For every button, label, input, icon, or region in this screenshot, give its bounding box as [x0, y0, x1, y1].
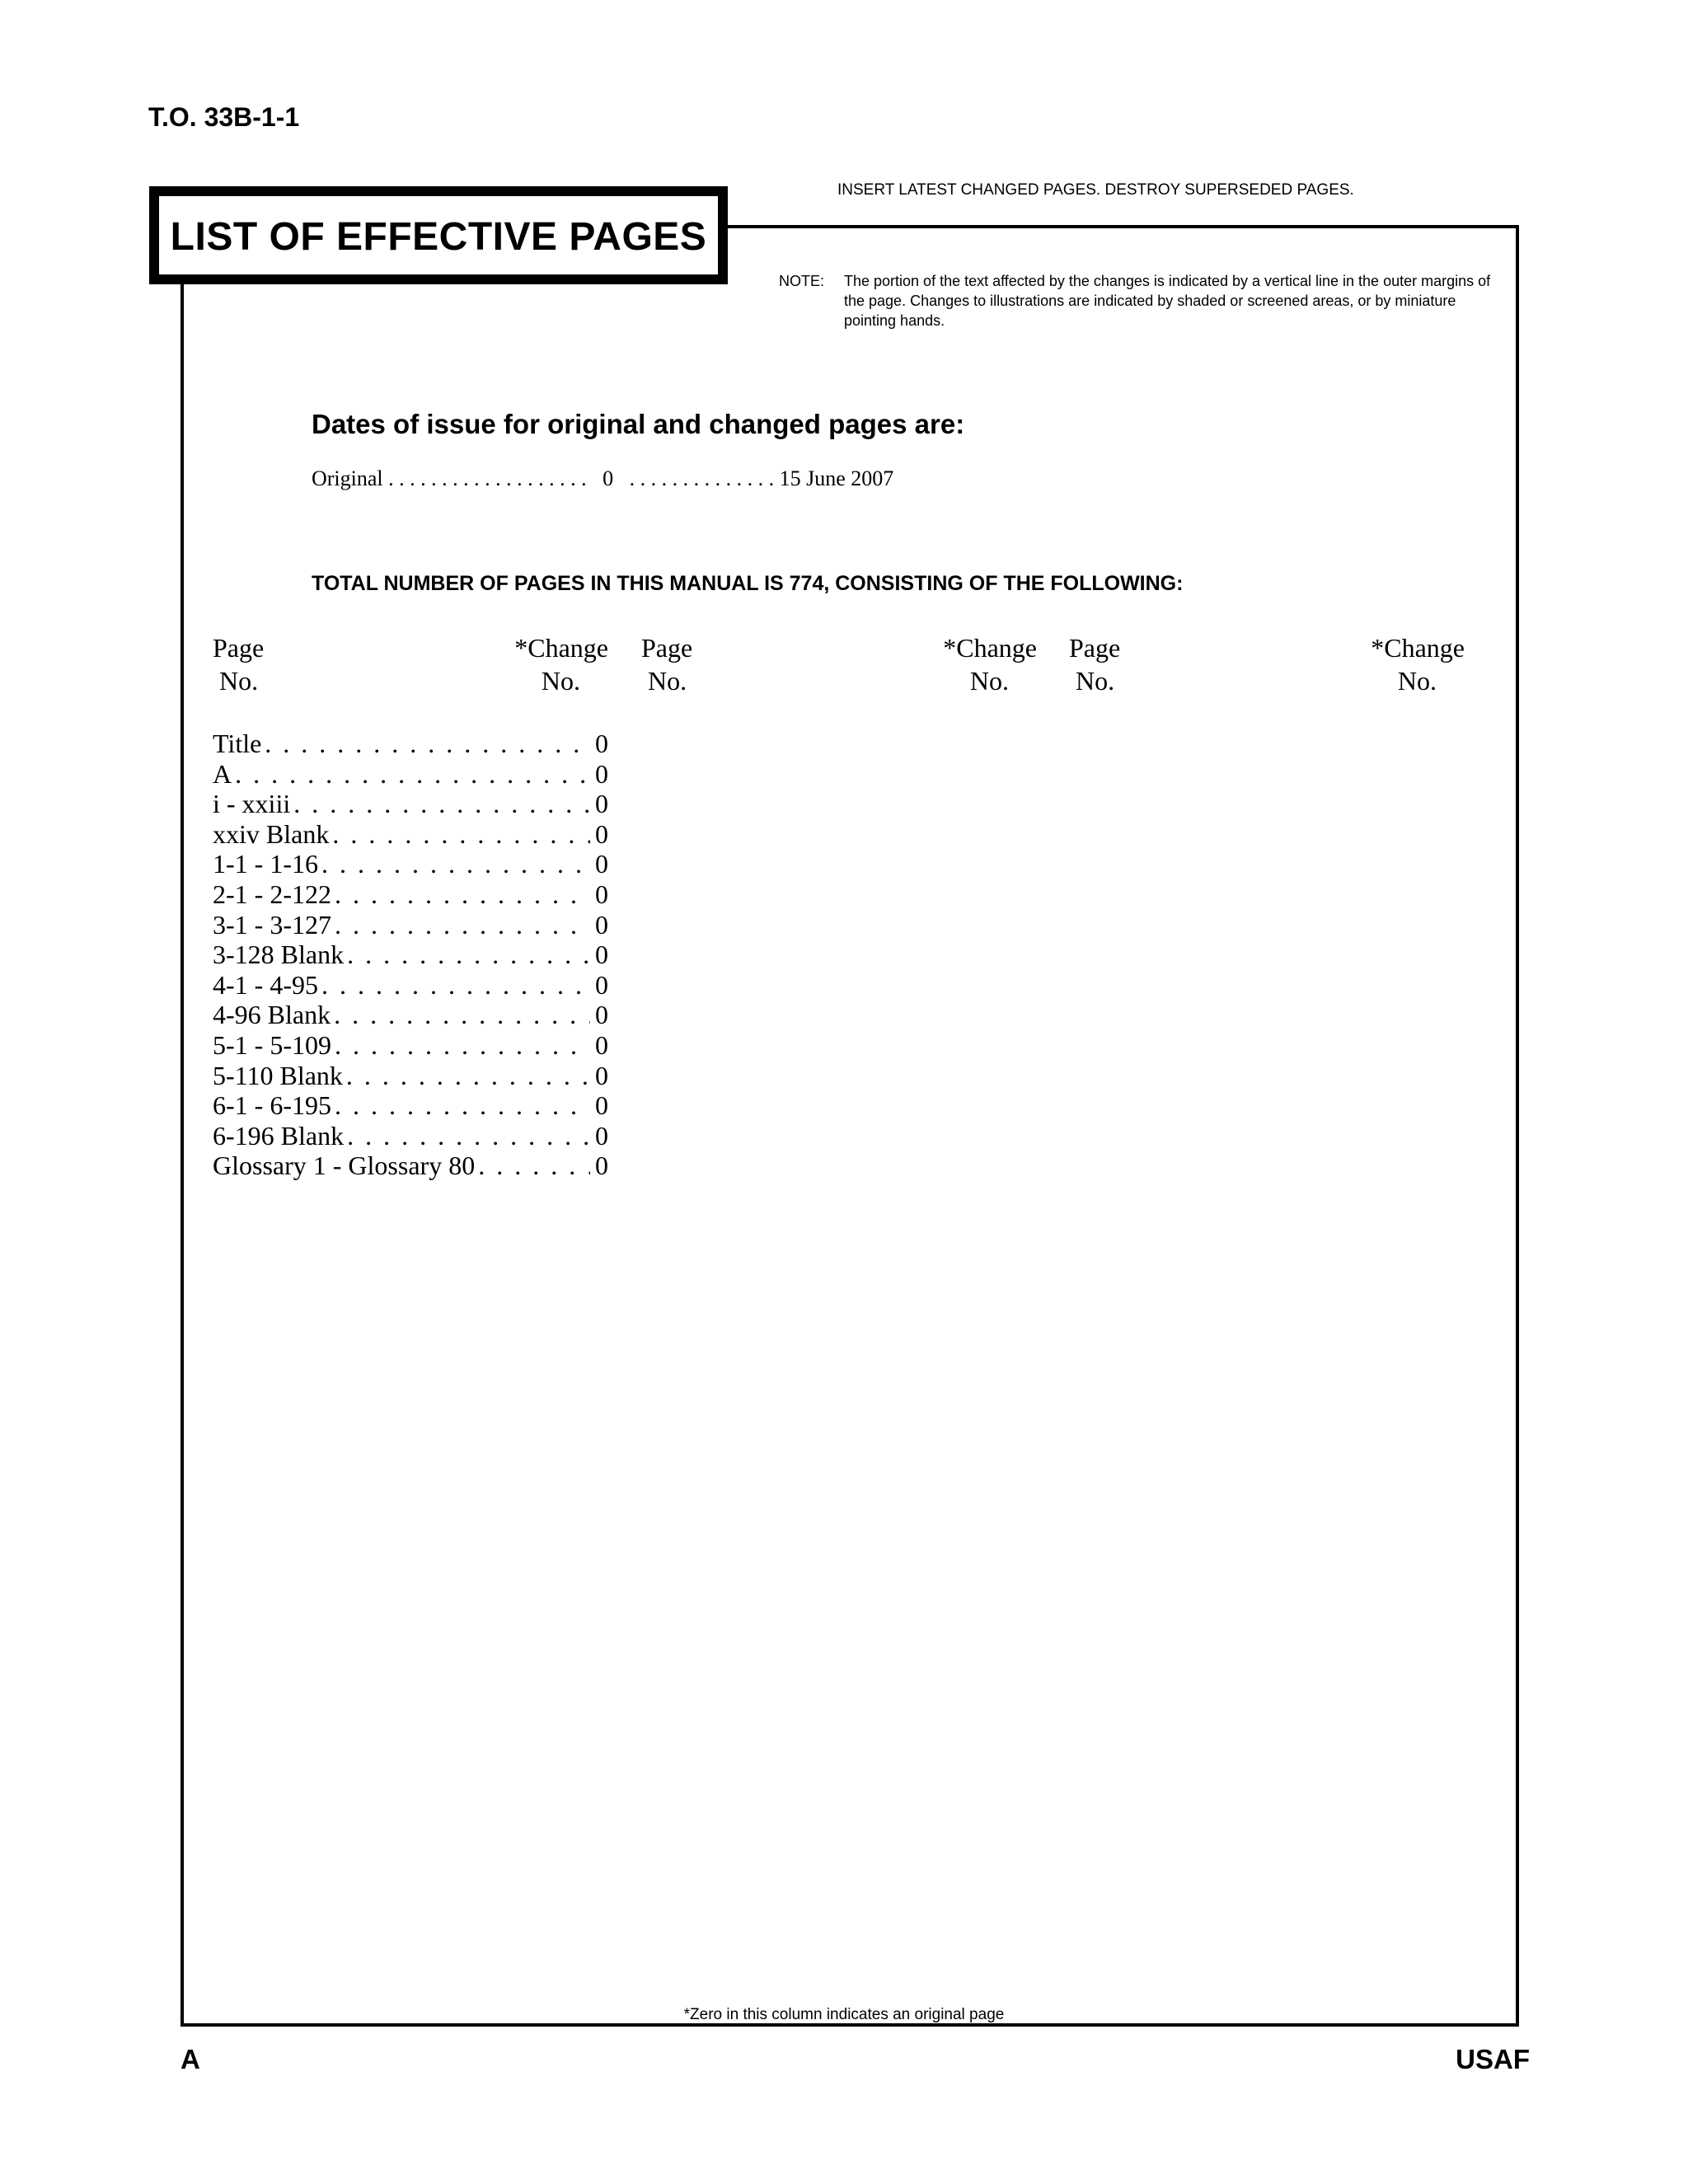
change-number: 0 [595, 1120, 608, 1151]
note-block [779, 271, 1496, 330]
change-number: 0 [595, 758, 608, 789]
column-3-page-header [1069, 631, 1120, 697]
page-title: LIST OF EFFECTIVE PAGES [170, 215, 707, 259]
total-pages-statement: TOTAL NUMBER OF PAGES IN THIS MANUAL IS 774, CONSISTING OF THE FOLLOWING: [312, 572, 1184, 595]
dot-leader [334, 1000, 590, 1030]
change-number: 0 [595, 969, 608, 1000]
page-range: 2-1 - 2-122 [213, 879, 331, 909]
list-item [213, 879, 608, 910]
page-range: 6-1 - 6-195 [213, 1090, 331, 1121]
change-number: 0 [595, 1060, 608, 1090]
page-range: 6-196 Blank [213, 1120, 345, 1151]
insert-instruction: INSERT LATEST CHANGED PAGES. DESTROY SUPERSEDED PAGES. [837, 181, 1354, 199]
dot-leader [347, 940, 590, 970]
note-text: The portion of the text affected by the changes is indicated by a vertical line in the outer margins of the page. Changes to illustrations are indicated by shaded or screened areas, or by miniature pointing hands. [844, 273, 1491, 329]
change-number: 0 [595, 789, 608, 819]
change-number: 0 [595, 1029, 608, 1060]
effective-pages-list [213, 729, 608, 1181]
list-item [213, 1000, 608, 1030]
dot-leader [335, 1090, 590, 1121]
page-label: Page [213, 633, 265, 663]
change-no-label: No. [541, 666, 580, 696]
change-no-label: No. [969, 666, 1009, 696]
list-item [213, 729, 608, 759]
change-number: 0 [595, 909, 608, 940]
page-range: 4-1 - 4-95 [213, 969, 318, 1000]
change-number: 0 [595, 1090, 608, 1121]
change-number: 0 [595, 879, 608, 909]
change-number: 0 [595, 940, 608, 970]
change-label: *Change [943, 633, 1037, 663]
list-item [213, 1030, 608, 1061]
note-label: NOTE: [779, 273, 825, 289]
dot-leader [335, 910, 590, 940]
column-2-change-header [923, 631, 1037, 697]
page-no-label: No. [219, 666, 259, 696]
issue-dates-heading: Dates of issue for original and changed pages are: [312, 409, 965, 439]
page-range: Title [213, 729, 262, 758]
list-item [213, 910, 608, 940]
list-item [213, 1090, 608, 1121]
page-range: i - xxiii [213, 789, 291, 819]
list-item [213, 940, 608, 970]
page-range: 5-110 Blank [213, 1060, 343, 1090]
page-range: 1-1 - 1-16 [213, 849, 318, 879]
original-issue-date-line: Original . . . . . . . . . . . . . . . . . . . 0 . . . . . . . . . . . . . . 15 June 2007 [312, 466, 894, 490]
dot-leader [478, 1151, 590, 1181]
technical-order-number: T.O. 33B-1-1 [148, 102, 300, 132]
list-item [213, 849, 608, 879]
list-item [213, 1061, 608, 1091]
list-item [213, 1121, 608, 1151]
dot-leader [265, 729, 590, 759]
page-label: Page [1069, 633, 1121, 663]
change-no-label: No. [1397, 666, 1437, 696]
change-number: 0 [595, 1151, 608, 1181]
list-item [213, 789, 608, 819]
dot-leader [347, 1121, 590, 1151]
dot-leader [335, 879, 590, 910]
dot-leader [335, 1030, 590, 1061]
footnote: *Zero in this column indicates an original page [683, 2006, 1005, 2023]
column-1-change-header [495, 631, 608, 697]
page-range: A [213, 758, 232, 789]
list-item [213, 759, 608, 790]
change-number: 0 [595, 1000, 608, 1030]
change-number: 0 [595, 818, 608, 849]
dot-leader [321, 849, 590, 879]
page-range: 4-96 Blank [213, 1000, 331, 1030]
page-range: xxiv Blank [213, 818, 330, 849]
page-range: 5-1 - 5-109 [213, 1029, 331, 1060]
dot-leader [332, 819, 590, 850]
footer-page-id: A [181, 2044, 200, 2074]
title-box [149, 186, 728, 284]
column-1-page-header [213, 631, 264, 697]
page-no-label: No. [1076, 666, 1115, 696]
page-range: 3-128 Blank [213, 940, 345, 970]
page-label: Page [641, 633, 693, 663]
change-number: 0 [595, 729, 608, 758]
dot-leader [321, 970, 590, 1001]
footer-agency: USAF [1456, 2044, 1530, 2074]
dot-leader [346, 1061, 590, 1091]
change-number: 0 [595, 849, 608, 879]
change-label: *Change [1371, 633, 1465, 663]
column-2-page-header [641, 631, 692, 697]
page-range: 3-1 - 3-127 [213, 909, 331, 940]
column-3-change-header [1351, 631, 1465, 697]
change-label: *Change [514, 633, 608, 663]
list-item [213, 970, 608, 1001]
list-item [213, 819, 608, 850]
page-no-label: No. [648, 666, 687, 696]
list-item [213, 1151, 608, 1181]
dot-leader [235, 759, 590, 790]
page-range: Glossary 1 - Glossary 80 [213, 1151, 476, 1181]
dot-leader [293, 789, 590, 819]
